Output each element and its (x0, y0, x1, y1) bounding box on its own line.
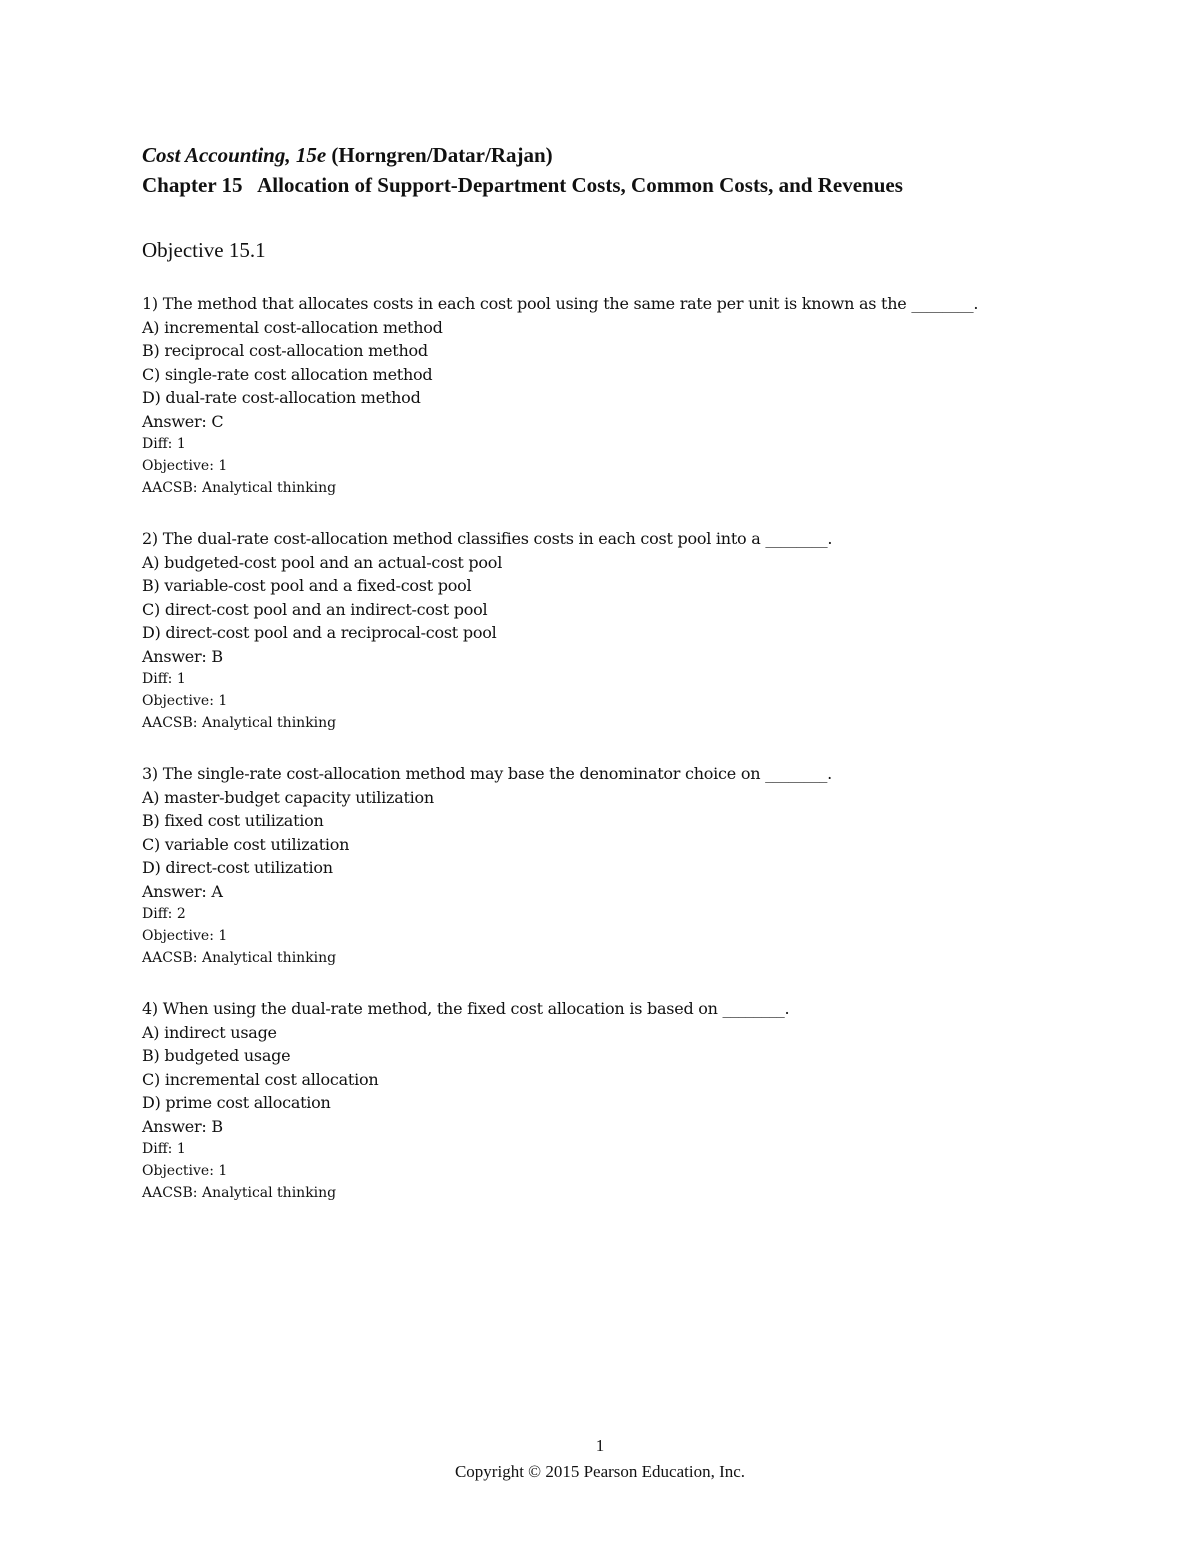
question-4 (142, 997, 1102, 1204)
objective-tag: Objective: 1 (142, 1163, 228, 1179)
question-list (142, 292, 1102, 1204)
difficulty: Diff: 1 (142, 436, 186, 452)
answer-option-c: C) incremental cost allocation (142, 1069, 379, 1089)
answer-option-b: B) budgeted usage (142, 1046, 291, 1065)
copyright-notice: Copyright © 2015 Pearson Education, Inc. (454, 1462, 746, 1481)
question-stem: 3) The single-rate cost-allocation method may base the denominator choice on ________. (142, 764, 832, 783)
correct-answer: Answer: B (142, 646, 223, 666)
objective-tag: Objective: 1 (142, 928, 228, 944)
page-number: 1 (595, 1436, 605, 1455)
question-1 (142, 292, 1102, 499)
correct-answer: Answer: B (142, 1116, 223, 1136)
aacsb-tag: AACSB: Analytical thinking (142, 1185, 337, 1201)
aacsb-tag: AACSB: Analytical thinking (142, 480, 337, 496)
chapter-title-line (142, 170, 1102, 200)
question-3 (142, 762, 1102, 969)
answer-option-d: D) direct-cost pool and a reciprocal-cost pool (142, 623, 497, 642)
answer-option-c: C) variable cost utilization (142, 834, 350, 854)
aacsb-tag: AACSB: Analytical thinking (142, 950, 337, 966)
chapter-title: Allocation of Support-Department Costs, Common Costs, and Revenues (257, 173, 903, 197)
difficulty: Diff: 2 (142, 906, 186, 922)
difficulty: Diff: 1 (142, 1141, 186, 1157)
chapter-label: Chapter 15 (142, 173, 243, 197)
answer-option-a: A) incremental cost-allocation method (142, 317, 443, 337)
aacsb-tag: AACSB: Analytical thinking (142, 715, 337, 731)
answer-option-c: C) single-rate cost allocation method (142, 364, 433, 384)
objective-heading: Objective 15.1 (142, 238, 266, 262)
answer-option-c: C) direct-cost pool and an indirect-cost pool (142, 599, 488, 619)
objective-tag: Objective: 1 (142, 458, 228, 474)
answer-option-d: D) prime cost allocation (142, 1093, 331, 1112)
question-stem: 2) The dual-rate cost-allocation method classifies costs in each cost pool into a ________. (142, 529, 833, 548)
question-stem: 4) When using the dual-rate method, the fixed cost allocation is based on ________. (142, 999, 790, 1018)
answer-option-d: D) direct-cost utilization (142, 858, 333, 877)
difficulty: Diff: 1 (142, 671, 186, 687)
book-title-line (142, 140, 1102, 170)
answer-option-a: A) budgeted-cost pool and an actual-cost pool (142, 552, 503, 572)
answer-option-b: B) variable-cost pool and a fixed-cost pool (142, 576, 472, 595)
question-stem: 1) The method that allocates costs in each cost pool using the same rate per unit is known as the ________. (142, 294, 979, 313)
answer-option-b: B) fixed cost utilization (142, 811, 324, 830)
answer-option-d: D) dual-rate cost-allocation method (142, 388, 421, 407)
answer-option-b: B) reciprocal cost-allocation method (142, 341, 428, 360)
document-page (142, 140, 1102, 1204)
question-2 (142, 527, 1102, 734)
book-title: Cost Accounting, 15e (142, 143, 327, 167)
answer-option-a: A) master-budget capacity utilization (142, 787, 434, 807)
correct-answer: Answer: A (142, 881, 223, 901)
correct-answer: Answer: C (142, 411, 224, 431)
objective-tag: Objective: 1 (142, 693, 228, 709)
answer-option-a: A) indirect usage (142, 1022, 277, 1042)
book-authors: (Horngren/Datar/Rajan) (331, 143, 553, 167)
